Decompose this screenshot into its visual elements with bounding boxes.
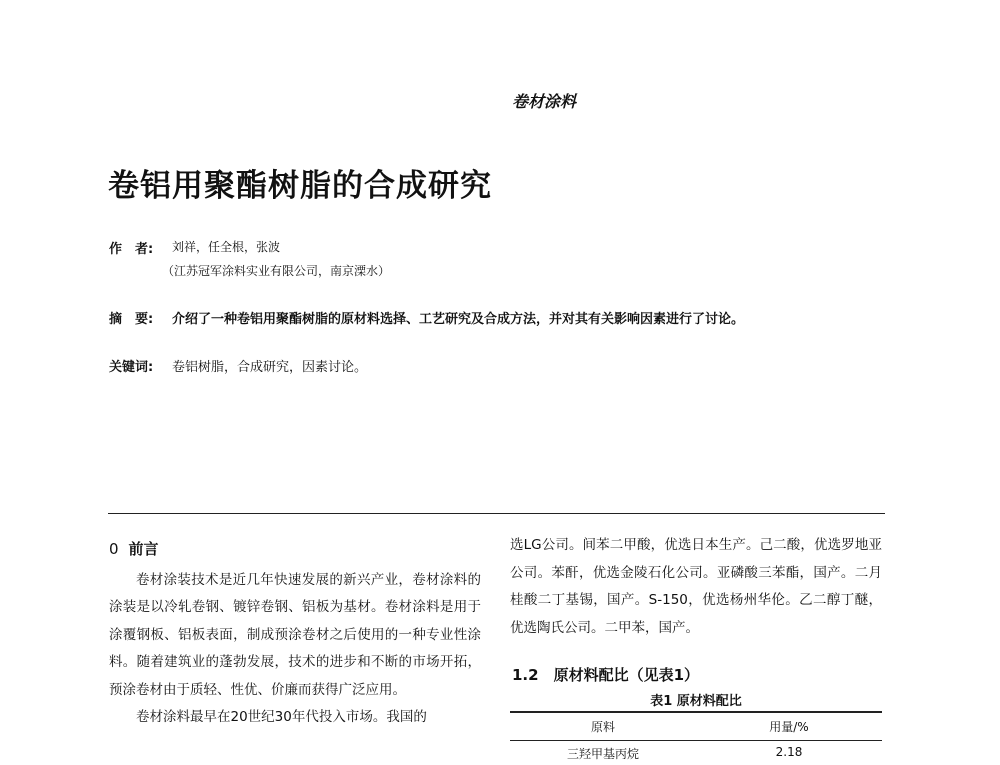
paragraph: 卷材涂装技术是近几年快速发展的新兴产业，卷材涂料的涂装是以冷轧卷钢、镀锌卷钢、铝板为基材。卷材涂料是用于涂覆钢板、铝板表面，制成预涂卷材之后使用的一种专业性涂料。随着建筑业的蓬勃发展，技术的进步和不断的市场开拓，预涂卷材由于质轻、性优、价廉而获得广泛应用。 bbox=[109, 571, 481, 698]
table-caption: 表1 原材料配比 bbox=[650, 694, 742, 709]
table-header-cell: 用量/% bbox=[769, 720, 809, 734]
table-header-cell: 原料 bbox=[590, 720, 615, 734]
author-affiliation: （江苏冠军涂料实业有限公司，南京溧水） bbox=[162, 264, 391, 278]
keywords-text: 卷铝树脂，合成研究，因素讨论。 bbox=[172, 360, 368, 375]
section-number: 0 bbox=[109, 540, 119, 558]
table-header-row bbox=[510, 713, 882, 740]
materials-table bbox=[510, 711, 882, 765]
abstract-label: 摘 要: bbox=[109, 312, 154, 327]
section-heading-introduction bbox=[109, 536, 481, 564]
article-title: 卷铝用聚酯树脂的合成研究 bbox=[108, 168, 492, 204]
header-divider bbox=[108, 513, 885, 514]
abstract-text: 介绍了一种卷铝用聚酯树脂的原材料选择、工艺研究及合成方法，并对其有关影响因素进行了讨论。 bbox=[172, 312, 745, 327]
table-cell: 2.18 bbox=[775, 745, 803, 759]
author-names: 刘祥，任全根，张波 bbox=[172, 240, 281, 254]
keywords-label: 关键词: bbox=[109, 360, 154, 375]
paragraph-continuation: 选LG公司。间苯二甲酸，优选日本生产。己二酸，优选罗地亚公司。苯酐，优选金陵石化公司。亚磷酸三苯酯，国产。二月桂酸二丁基锡，国产。S-150，优选杨州华伦。乙二醇丁醚，优选陶氏公司。二甲苯，国产。 bbox=[510, 537, 882, 636]
table-row bbox=[510, 741, 882, 765]
section-heading-1-2: 1.2 原材料配比（见表1） bbox=[512, 666, 700, 684]
left-column bbox=[109, 536, 481, 732]
table-cell: 三羟甲基丙烷 bbox=[566, 747, 639, 761]
journal-section-label: 卷材涂料 bbox=[512, 92, 577, 111]
authors-label: 作 者: bbox=[109, 242, 154, 257]
paragraph: 卷材涂料最早在20世纪30年代投入市场。我国的 bbox=[136, 709, 427, 725]
right-column bbox=[510, 532, 882, 642]
section-title: 前言 bbox=[128, 540, 159, 558]
